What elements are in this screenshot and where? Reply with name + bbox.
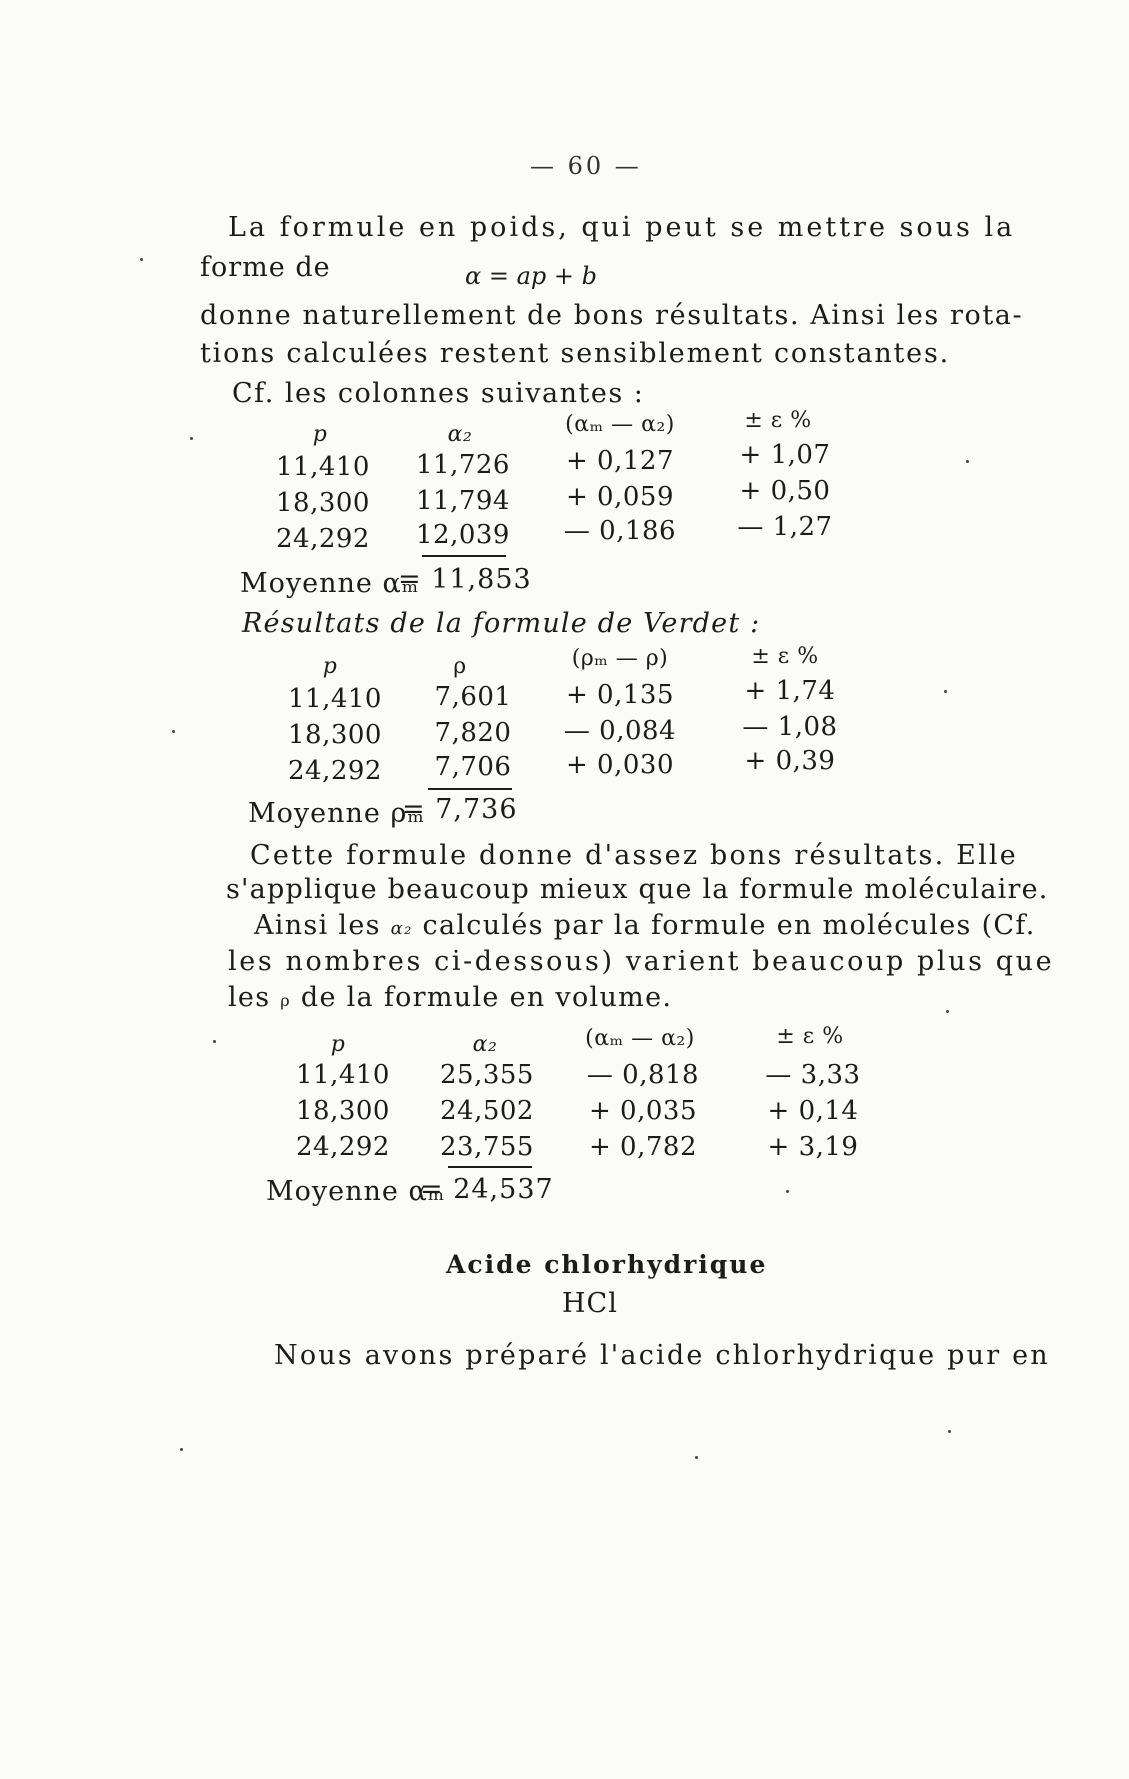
scan-speck: [948, 1430, 951, 1433]
table1-row3-diff: — 0,186: [563, 516, 677, 546]
table2-row1-rho: 7,601: [434, 682, 512, 712]
table2-row3-diff: + 0,030: [566, 750, 674, 780]
table1-sum-rule: [422, 555, 506, 557]
para1-line1: La formule en poids, qui peut se mettre sous la: [228, 212, 1016, 243]
table1-row3-p: 24,292: [276, 524, 370, 554]
table1-row1-alpha: 11,726: [416, 450, 510, 480]
table1-row2-eps: + 0,50: [739, 476, 831, 506]
table2-row3-rho: 7,706: [434, 752, 512, 782]
table3-header-alpha: α₂: [472, 1032, 498, 1057]
table1-row3-eps: — 1,27: [737, 512, 833, 542]
table3-row3-diff: + 0,782: [589, 1132, 697, 1162]
table3-row2-alpha: 24,502: [440, 1096, 534, 1126]
scan-speck: [172, 730, 175, 733]
para2-line5-b: de la formule en volume.: [300, 982, 673, 1013]
rho-symbol: ρ: [280, 991, 291, 1010]
table1-row2-diff: + 0,059: [566, 482, 674, 512]
table3-header-p: p: [330, 1032, 346, 1057]
page-number: — 60 —: [530, 152, 642, 180]
table2-mean-value: = 7,736: [402, 794, 518, 825]
table2-header-diff: (ρₘ — ρ): [571, 646, 669, 671]
table2-row1-diff: + 0,135: [566, 680, 674, 710]
table1-header-diff: (αₘ — α₂): [565, 412, 675, 437]
alpha2-symbol: α₂: [390, 918, 413, 939]
scan-speck: [695, 1456, 698, 1459]
para1-line3: donne naturellement de bons résultats. Ainsi les rota-: [200, 300, 1024, 331]
scan-speck: [190, 437, 193, 440]
table2-header-eps: ± ε %: [751, 644, 819, 669]
table3-row1-p: 11,410: [296, 1060, 390, 1090]
table3-mean-label: Moyenne αₘ: [266, 1176, 446, 1207]
table3-sum-rule: [448, 1166, 532, 1168]
verdet-caption: Résultats de la formule de Verdet :: [242, 608, 761, 639]
table1-row3-alpha: 12,039: [416, 520, 510, 550]
table3-row2-p: 18,300: [296, 1096, 390, 1126]
scan-speck: [966, 460, 969, 463]
para1-line2: forme de: [200, 252, 331, 283]
table3-header-diff: (αₘ — α₂): [585, 1026, 695, 1051]
table3-row2-eps: + 0,14: [767, 1096, 859, 1126]
table2-row2-p: 18,300: [288, 720, 382, 750]
scan-speck: [140, 258, 143, 261]
table3-row1-diff: — 0,818: [586, 1060, 700, 1090]
table2-header-rho: ρ: [453, 654, 467, 679]
table1-row1-p: 11,410: [276, 452, 370, 482]
table1-mean-value: = 11,853: [398, 564, 532, 595]
table3-mean-value: = 24,537: [420, 1174, 554, 1205]
scan-speck: [944, 690, 947, 693]
table1-row1-eps: + 1,07: [739, 440, 831, 470]
table2-mean-label: Moyenne ρₘ: [248, 798, 425, 829]
para2-line3: [254, 910, 1036, 941]
para3-line1: Nous avons préparé l'acide chlorhydrique pur en: [274, 1340, 1050, 1371]
table1-header-eps: ± ε %: [744, 408, 812, 433]
scan-speck: [213, 1040, 216, 1043]
scan-speck: [786, 1190, 789, 1193]
scan-speck: [946, 1010, 949, 1013]
table2-row2-diff: — 0,084: [563, 716, 677, 746]
formula-alpha: α = ap + b: [465, 262, 597, 290]
section-title: Acide chlorhydrique: [446, 1250, 768, 1279]
table3-row3-p: 24,292: [296, 1132, 390, 1162]
para2-line4: les nombres ci-dessous) varient beaucoup plus que: [228, 946, 1055, 977]
table3-row1-eps: — 3,33: [765, 1060, 861, 1090]
para2-line5: [228, 982, 672, 1013]
table2-row2-eps: — 1,08: [742, 712, 838, 742]
para1-line5: Cf. les colonnes suivantes :: [232, 378, 645, 409]
para2-line5-a: les: [228, 982, 271, 1013]
para2-line2: s'applique beaucoup mieux que la formule moléculaire.: [226, 874, 1049, 905]
scan-speck: [180, 1448, 183, 1451]
table2-row1-eps: + 1,74: [744, 676, 836, 706]
table1-row2-p: 18,300: [276, 488, 370, 518]
table3-header-eps: ± ε %: [776, 1024, 844, 1049]
table2-row2-rho: 7,820: [434, 718, 512, 748]
table2-sum-rule: [428, 788, 512, 790]
table2-header-p: p: [322, 654, 338, 679]
table3-row2-diff: + 0,035: [589, 1096, 697, 1126]
para2-line3-a: Ainsi les: [254, 910, 381, 941]
table1-header-p: p: [312, 422, 328, 447]
table3-row1-alpha: 25,355: [440, 1060, 534, 1090]
table1-row2-alpha: 11,794: [416, 486, 510, 516]
table2-row3-eps: + 0,39: [744, 746, 836, 776]
table2-row1-p: 11,410: [288, 684, 382, 714]
para1-line4: tions calculées restent sensiblement constantes.: [200, 338, 950, 369]
para2-line1: Cette formule donne d'assez bons résultats. Elle: [250, 840, 1018, 871]
table2-row3-p: 24,292: [288, 756, 382, 786]
table3-row3-alpha: 23,755: [440, 1132, 534, 1162]
section-formula: HCl: [562, 1288, 618, 1319]
table1-row1-diff: + 0,127: [566, 446, 674, 476]
table1-mean-label: Moyenne αₘ: [240, 568, 420, 599]
table3-row3-eps: + 3,19: [767, 1132, 859, 1162]
para2-line3-b: calculés par la formule en molécules (Cf.: [422, 910, 1036, 941]
table1-header-alpha: α₂: [447, 422, 473, 447]
